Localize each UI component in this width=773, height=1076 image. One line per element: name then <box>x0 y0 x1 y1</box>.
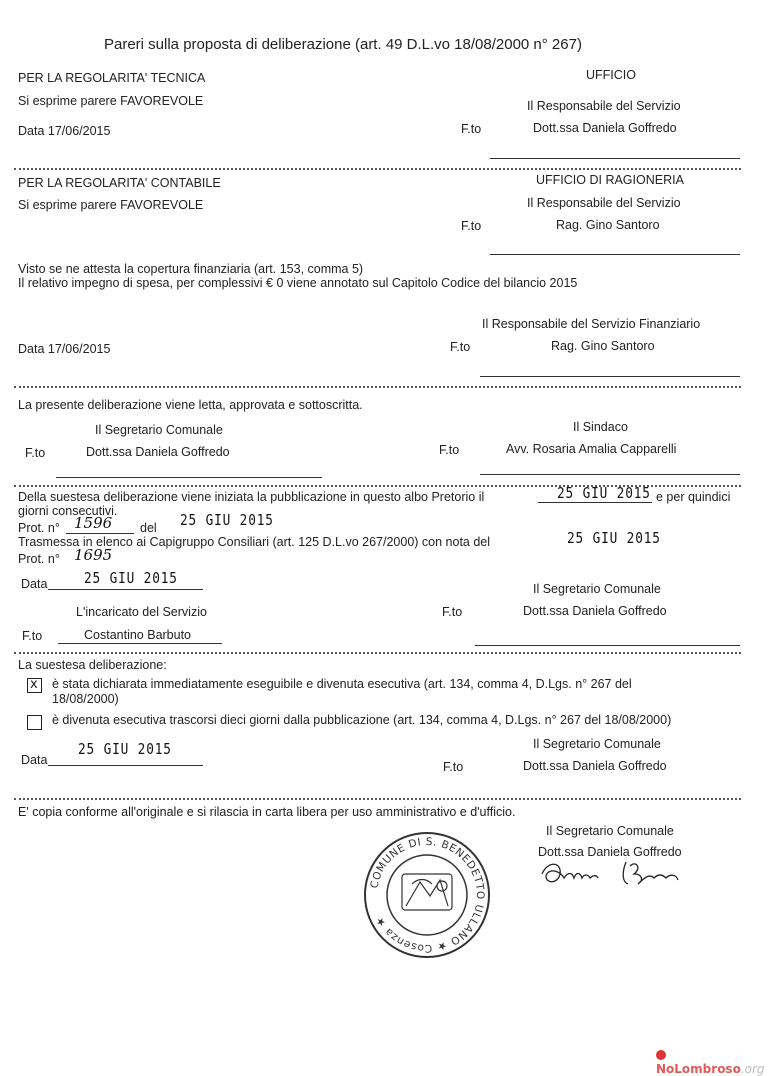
esecutivita-fto: F.to <box>443 760 464 774</box>
option-1-text-b: 18/08/2000) <box>52 692 119 706</box>
pubblicazione-line1-a: Della suestesa deliberazione viene iniziata la pubblicazione in questo albo Pretorio il <box>18 490 485 504</box>
pubblicazione-stamp-date: 25 GIU 2015 <box>557 484 651 502</box>
stamp-text: COMUNE DI S. BENEDETTO ULLANO ★ Cosenza ★ <box>368 835 487 955</box>
del-label: del <box>140 521 157 535</box>
watermark-brand: NoLombroso <box>656 1062 741 1076</box>
esecutivita-intro: La suestesa deliberazione: <box>18 658 167 672</box>
approvazione-segretario-name: Dott.ssa Daniela Goffredo <box>86 445 230 459</box>
official-stamp <box>362 830 492 960</box>
option-2-text: è divenuta esecutiva trascorsi dieci giorni dalla pubblicazione (art. 134, comma 4, D.Lgs. n° 267 del 18/08/2000) <box>52 713 672 727</box>
finanziaria-line2: Il relativo impegno di spesa, per complessivi € 0 viene annotato sul Capitolo Codice del bilancio 2015 <box>18 276 578 290</box>
pubblicazione-date-line <box>538 502 652 503</box>
finanziaria-name: Rag. Gino Santoro <box>551 339 655 353</box>
tecnica-fto: F.to <box>461 122 482 136</box>
nota-date: 25 GIU 2015 <box>567 529 661 547</box>
tecnica-signature-line <box>490 158 740 159</box>
esecutivita-data-line <box>48 765 203 766</box>
prot-label: Prot. n° <box>18 521 60 535</box>
tecnica-parere: Si esprime parere FAVOREVOLE <box>18 94 204 108</box>
page-title: Pareri sulla proposta di deliberazione (art. 49 D.L.vo 18/08/2000 n° 267) <box>104 36 582 53</box>
pubblicazione-data-label: Data <box>21 577 48 591</box>
del-date: 25 GIU 2015 <box>180 511 274 529</box>
esecutivita-segretario-name: Dott.ssa Daniela Goffredo <box>523 759 667 773</box>
tecnica-role: Il Responsabile del Servizio <box>527 99 681 113</box>
option-1-text-a: è stata dichiarata immediatamente eseguibile e divenuta esecutiva (art. 134, comma 4, D.Lgs. n° 267 del <box>52 677 632 691</box>
tecnica-heading: PER LA REGOLARITA' TECNICA <box>18 71 206 85</box>
pubblicazione-line2: giorni consecutivi. <box>18 504 118 518</box>
pubblicazione-segretario-name: Dott.ssa Daniela Goffredo <box>523 604 667 618</box>
svg-text:COMUNE DI S. BENEDETTO ULLANO <box>368 836 486 954</box>
approvazione-text: La presente deliberazione viene letta, approvata e sottoscritta. <box>18 398 363 412</box>
finanziaria-role: Il Responsabile del Servizio Finanziario <box>482 317 701 331</box>
esecutivita-data-label: Data <box>21 753 48 767</box>
finanziaria-line1: Visto se ne attesta la copertura finanziaria (art. 153, comma 5) <box>18 262 364 276</box>
copia-role: Il Segretario Comunale <box>546 824 674 838</box>
approvazione-sindaco-name: Avv. Rosaria Amalia Capparelli <box>506 442 677 456</box>
incaricato-role: L'incaricato del Servizio <box>76 605 207 619</box>
contabile-role: Il Responsabile del Servizio <box>527 196 681 210</box>
prot-handwritten-1: 1596 <box>74 514 113 532</box>
pubblicazione-segretario-role: Il Segretario Comunale <box>533 582 661 596</box>
prot-handwritten-2: 1695 <box>74 546 113 564</box>
contabile-fto: F.to <box>461 219 482 233</box>
option-1-checkbox[interactable] <box>27 678 42 693</box>
incaricato-name: Costantino Barbuto <box>84 628 192 642</box>
contabile-ufficio: UFFICIO DI RAGIONERIA <box>536 173 684 187</box>
esecutivita-data-date: 25 GIU 2015 <box>78 740 172 758</box>
finanziaria-signature-line <box>480 376 740 377</box>
pubblicazione-data-line <box>48 589 203 590</box>
option-2-checkbox[interactable] <box>27 715 42 730</box>
option-1-checkmark: x <box>30 677 38 692</box>
copia-name: Dott.ssa Daniela Goffredo <box>538 845 682 859</box>
watermark <box>656 1048 773 1076</box>
pubblicazione-fto-mid: F.to <box>442 605 463 619</box>
finanziaria-data: Data 17/06/2015 <box>18 342 111 356</box>
tecnica-ufficio: UFFICIO <box>586 68 636 82</box>
pubblicazione-fto-left: F.to <box>22 629 43 643</box>
trasmessa-text: Trasmessa in elenco ai Capigruppo Consiliari (art. 125 D.L.vo 267/2000) con nota del <box>18 535 491 549</box>
contabile-signature-line <box>490 254 740 255</box>
approvazione-segretario-line <box>56 477 322 478</box>
tecnica-name: Dott.ssa Daniela Goffredo <box>533 121 677 135</box>
finanziaria-fto: F.to <box>450 340 471 354</box>
section-divider <box>14 386 741 388</box>
contabile-parere: Si esprime parere FAVOREVOLE <box>18 198 204 212</box>
section-divider <box>14 168 741 170</box>
contabile-heading: PER LA REGOLARITA' CONTABILE <box>18 176 221 190</box>
section-divider <box>14 798 741 800</box>
prot-line <box>66 533 134 534</box>
pubblicazione-line1-b: e per quindici <box>656 490 731 504</box>
approvazione-sindaco-line <box>480 474 740 475</box>
pubblicazione-segretario-line <box>475 645 740 646</box>
approvazione-fto-left: F.to <box>25 446 46 460</box>
copia-text: E' copia conforme all'originale e si rilascia in carta libera per uso amministrativo e d'ufficio. <box>18 805 516 819</box>
incaricato-signature-line <box>58 643 222 644</box>
contabile-name: Rag. Gino Santoro <box>556 218 660 232</box>
approvazione-segretario-role: Il Segretario Comunale <box>95 423 223 437</box>
esecutivita-segretario-role: Il Segretario Comunale <box>533 737 661 751</box>
prot-label-2: Prot. n° <box>18 552 60 566</box>
section-divider <box>14 652 741 654</box>
pubblicazione-data-date: 25 GIU 2015 <box>84 569 178 587</box>
handwritten-signature <box>538 852 698 892</box>
approvazione-fto-right: F.to <box>439 443 460 457</box>
approvazione-sindaco-role: Il Sindaco <box>573 420 628 434</box>
tecnica-data: Data 17/06/2015 <box>18 124 111 138</box>
watermark-tld: .org <box>740 1062 765 1076</box>
watermark-logo-icon <box>656 1050 666 1060</box>
